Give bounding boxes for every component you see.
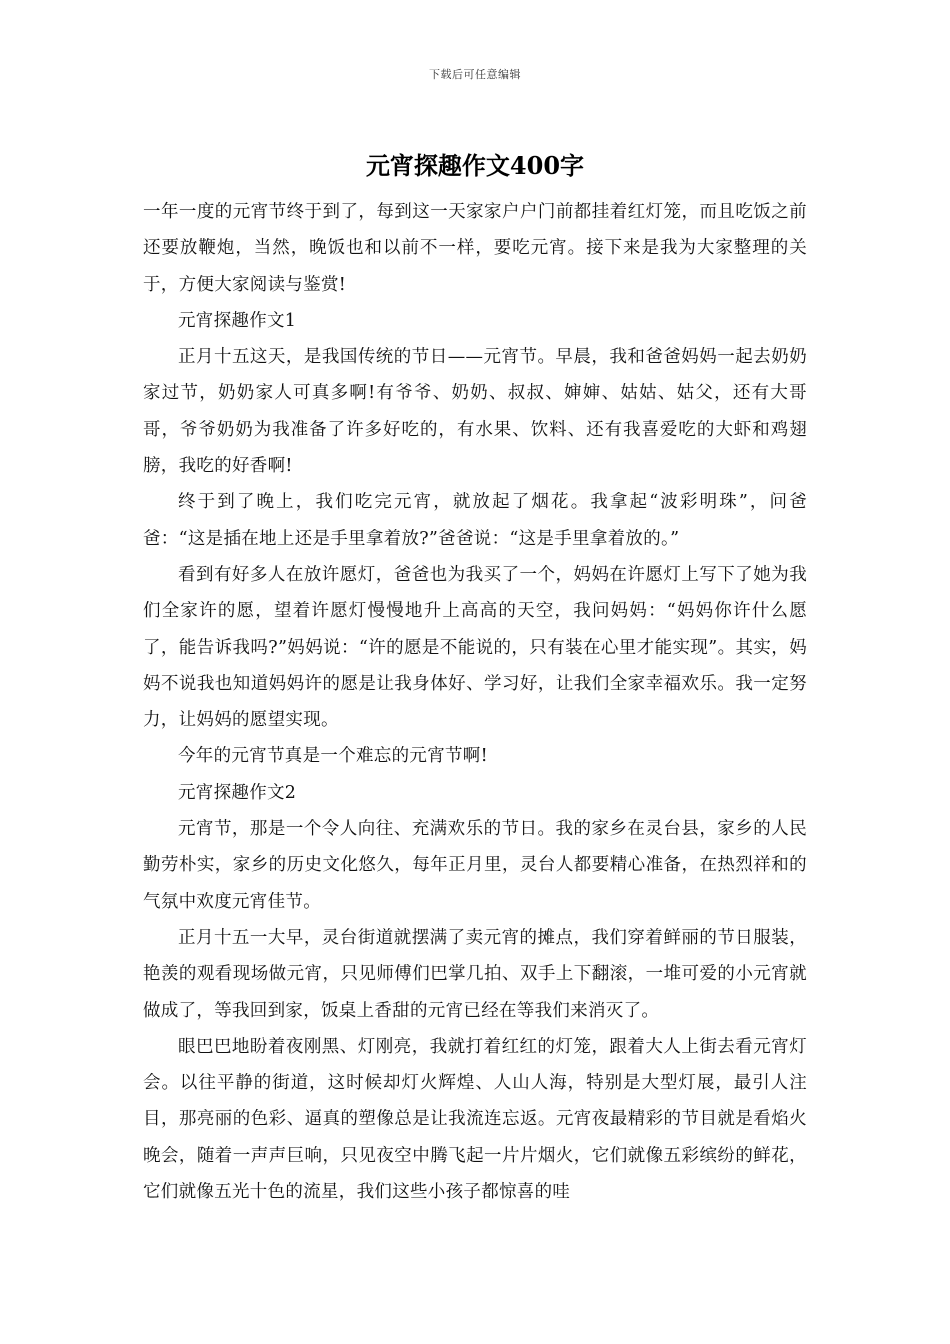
article-paragraph: 一年一度的元宵节终于到了，每到这一天家家户户门前都挂着红灯笼，而且吃饭之前还要放鞭炮，当然，晚饭也和以前不一样，要吃元宵。接下来是我为大家整理的关于，方便大家阅读与鉴赏!: [143, 202, 807, 295]
article-paragraph: 眼巴巴地盼着夜刚黑、灯刚亮，我就打着红红的灯笼，跟着大人上街去看元宵灯会。以往平静的街道，这时候却灯火辉煌、人山人海，特别是大型灯展，最引人注目，那亮丽的色彩、逼真的塑像总是让我流连忘返。元宵夜最精彩的节目就是看焰火晚会，随着一声声巨响，只见夜空中腾飞起一片片烟火，它们就像五彩缤纷的鲜花，它们就像五光十色的流星，我们这些小孩子都惊喜的哇: [143, 1036, 807, 1203]
article-paragraph: 正月十五一大早，灵台街道就摆满了卖元宵的摊点，我们穿着鲜丽的节日服装，艳羡的观看现场做元宵，只见师傅们巴掌几拍、双手上下翻滚，一堆可爱的小元宵就做成了，等我回到家，饭桌上香甜的元宵已经在等我们来消灭了。: [143, 927, 807, 1021]
article-paragraph: 正月十五这天，是我国传统的节日——元宵节。早晨，我和爸爸妈妈一起去奶奶家过节，奶奶家人可真多啊!有爷爷、奶奶、叔叔、婶婶、姑姑、姑父，还有大哥哥，爷爷奶奶为我准备了许多好吃的，有水果、饮料、还有我喜爱吃的大虾和鸡翅膀，我吃的好香啊!: [143, 347, 807, 477]
header-note: 下载后可任意编辑: [429, 68, 521, 81]
article-body: [143, 194, 807, 1210]
article-paragraph: 看到有好多人在放许愿灯，爸爸也为我买了一个，妈妈在许愿灯上写下了她为我们全家许的愿，望着许愿灯慢慢地升上高高的天空，我问妈妈：“妈妈你许什么愿了，能告诉我吗?”妈妈说：“许的愿是不能说的，只有装在心里才能实现”。其实，妈妈不说我也知道妈妈许的愿是让我身体好、学习好，让我们全家幸福欢乐。我一定努力，让妈妈的愿望实现。: [143, 564, 807, 731]
article-paragraph: 终于到了晚上，我们吃完元宵，就放起了烟花。我拿起“波彩明珠”，问爸爸：“这是插在地上还是手里拿着放?”爸爸说：“这是手里拿着放的。”: [143, 492, 807, 549]
article-paragraph: 元宵节，那是一个令人向往、充满欢乐的节日。我的家乡在灵台县，家乡的人民勤劳朴实，家乡的历史文化悠久，每年正月里，灵台人都要精心准备，在热烈祥和的气氛中欢度元宵佳节。: [143, 819, 807, 912]
article-paragraph: 今年的元宵节真是一个难忘的元宵节啊!: [178, 746, 488, 767]
article-paragraph: 元宵探趣作文2: [178, 782, 297, 803]
page-title: 元宵探趣作文400字: [365, 151, 585, 180]
article-paragraph: 元宵探趣作文1: [178, 310, 297, 331]
